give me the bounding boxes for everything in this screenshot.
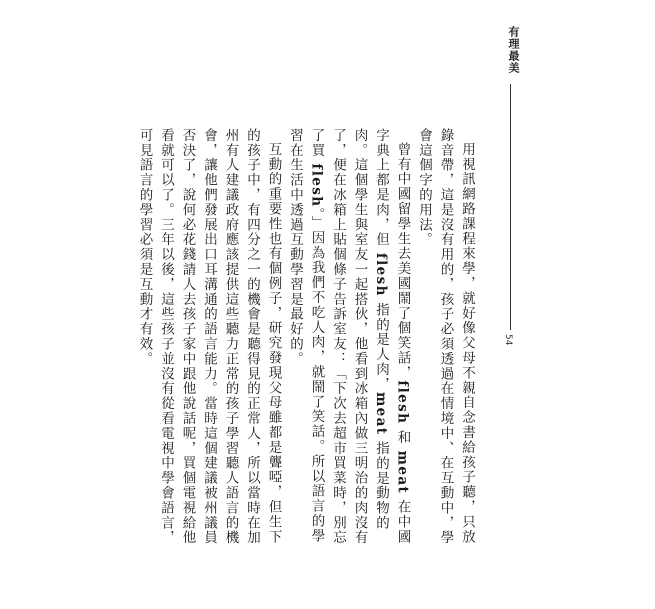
page-number: 54 — [503, 334, 513, 346]
paragraph-3 — [133, 128, 284, 548]
text-run: 和 — [394, 423, 411, 451]
text-run: 互動的重要性也有個例子，研究發現父母雖都是聾啞，但生下的孩子中，有四分之一的機會是聽得見的正常人，所以當時在加州有人建議政府應該提供這些聽力正常的孩子學習聽人語言的機會，讓他們發展出口耳溝通的語言能力。當時這個建議被州議員否決了，說何必花錢請人去孩子家中跟他說話呢，買個電視給他看就可以了。三年以後，這些孩子並沒有從看電視中學會語言，可見語言的學習必須是互動才有效。 — [136, 128, 282, 546]
text-run: 曾有中國留學生去美國鬧了個笑話， — [394, 141, 411, 380]
english-word: meat — [394, 450, 411, 494]
paragraph-1 — [413, 128, 478, 548]
english-word: flesh — [394, 379, 411, 424]
text-run: 指的是動物的肉。這個學生與室友一起搭伙，他看到冰箱內做三明治的肉沒有了，便在冰箱上貼個條子告訴室友：「下次去超市買菜時，別忘了買 — [308, 128, 389, 546]
header-rule — [510, 84, 511, 330]
paragraph-2 — [284, 128, 413, 548]
text-run: 在中國字典上都是肉，但 — [373, 128, 411, 545]
text-run: 用視訊網路課程來學，就好像父母不親自念書給孩子聽，只放錄音帶，這是沒有用的，孩子必須透過在情境中、在互動中，學會這個字的用法。 — [416, 128, 475, 546]
english-word: flesh — [373, 252, 389, 297]
english-word: meat — [373, 391, 389, 436]
english-word: flesh — [308, 163, 325, 208]
text-run: 。」因為我們不吃人肉，就鬧了笑話。所以語言的學習在生活中透過互動學習是最好的。 — [287, 128, 325, 544]
body-text — [133, 128, 477, 548]
text-run: 指的是人肉， — [373, 296, 389, 392]
running-header-title: 有理最美 — [507, 26, 520, 74]
